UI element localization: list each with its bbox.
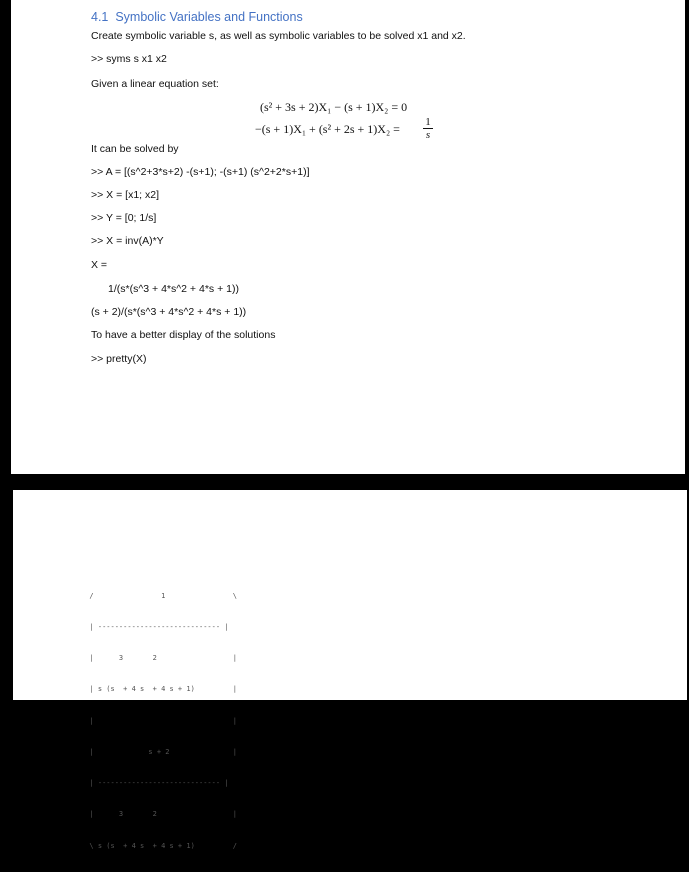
section-heading xyxy=(91,10,303,24)
pretty-command: >> pretty(X) xyxy=(91,353,147,365)
pretty-output-line: | s + 2 | xyxy=(81,747,237,756)
fraction-numerator: 1 xyxy=(425,116,431,128)
document-page-2 xyxy=(13,490,687,850)
command-line: >> X = [x1; x2] xyxy=(91,189,159,201)
equation-2: −(s + 1)X₁ + (s² + 2s + 1)X₂ = xyxy=(255,122,400,136)
result-label: X = xyxy=(91,259,108,271)
fraction-denominator: s xyxy=(425,129,431,141)
pretty-output-line: \ s (s + 4 s + 4 s + 1) / xyxy=(81,841,237,850)
intro-text: Create symbolic variable s, as well as symbolic variables to be solved x1 and x2. xyxy=(91,30,466,42)
solved-text: It can be solved by xyxy=(91,143,179,155)
section-title: Symbolic Variables and Functions xyxy=(115,10,303,24)
command-line: >> X = inv(A)*Y xyxy=(91,235,164,247)
pretty-output-line: | s (s + 4 s + 4 s + 1) | xyxy=(81,685,237,694)
command-line: >> Y = [0; 1/s] xyxy=(91,212,157,224)
pretty-output-line: | ----------------------------- | xyxy=(81,623,229,632)
better-display-text: To have a better display of the solutions xyxy=(91,329,276,341)
result-row: (s + 2)/(s*(s^3 + 4*s^2 + 4*s + 1)) xyxy=(91,306,247,318)
command-line: >> A = [(s^2+3*s+2) -(s+1); -(s+1) (s^2+2*s+1)] xyxy=(91,166,310,178)
pretty-output xyxy=(81,570,237,872)
pretty-output-line: | 3 2 | xyxy=(81,654,237,663)
pretty-output-line: | ----------------------------- | xyxy=(81,779,229,788)
document-page-1 xyxy=(11,0,685,474)
section-number: 4.1 xyxy=(91,10,109,24)
equation-1: (s² + 3s + 2)X₁ − (s + 1)X₂ = 0 xyxy=(260,100,408,114)
syms-command: >> syms s x1 x2 xyxy=(91,53,167,65)
pretty-output-line: | | xyxy=(81,716,237,725)
pretty-output-line: | 3 2 | xyxy=(81,810,237,819)
equation-2-fraction xyxy=(423,117,433,140)
pretty-output-line: / 1 \ xyxy=(81,591,237,600)
result-row: 1/(s*(s^3 + 4*s^2 + 4*s + 1)) xyxy=(108,283,239,295)
given-text: Given a linear equation set: xyxy=(91,78,219,90)
